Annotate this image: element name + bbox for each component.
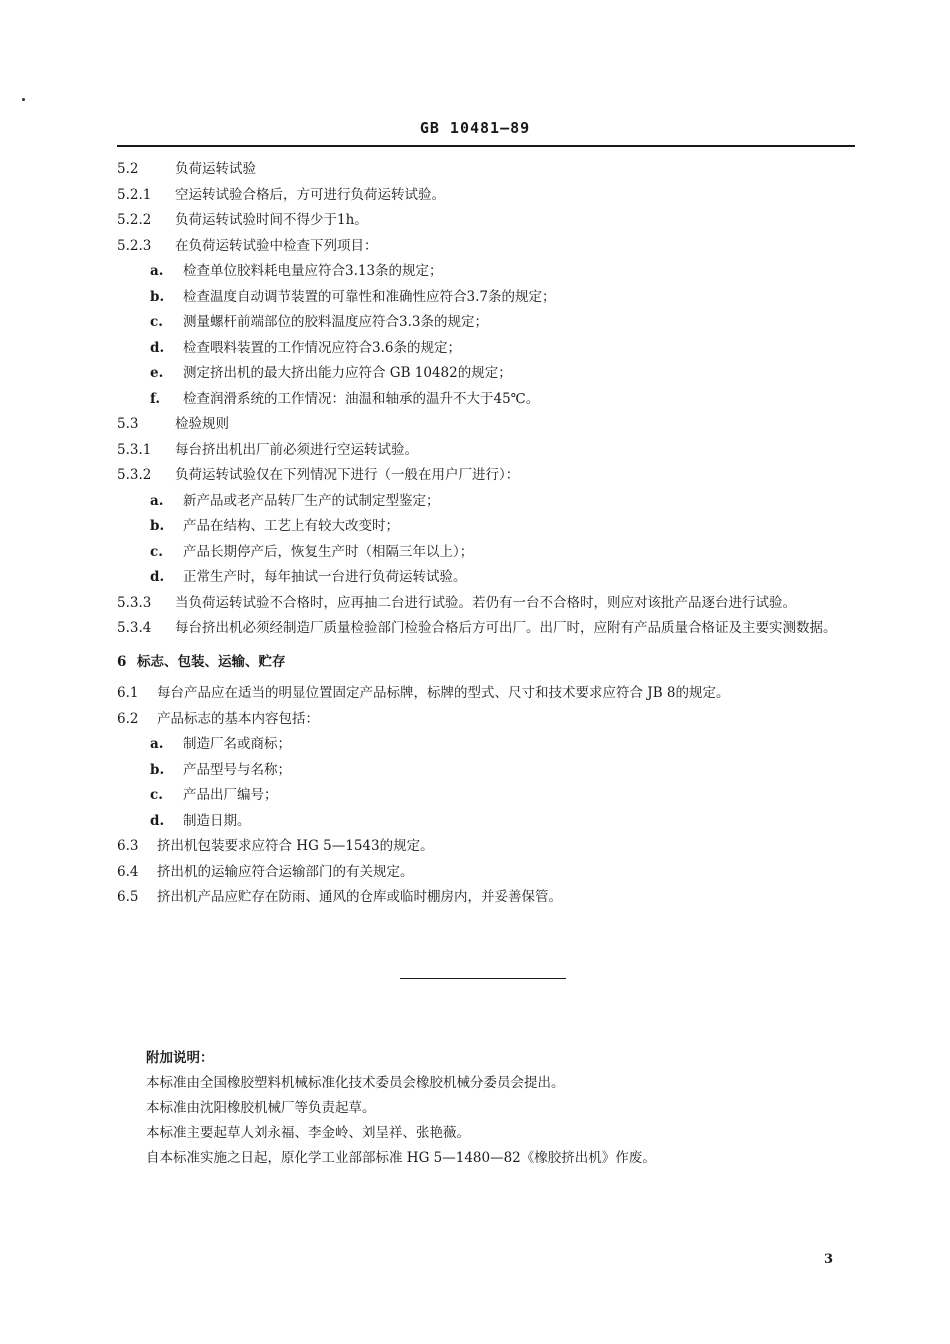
clause-6-3: 6.3 挤出机包装要求应符合 HG 5—1543的规定。 <box>117 838 434 854</box>
notes-line: 自本标准实施之日起，原化学工业部部标准 HG 5—1480—82《橡胶挤出机》作废。 <box>146 1150 656 1166</box>
clause-5-2-1: 5.2.1 空运转试验合格后，方可进行负荷运转试验。 <box>117 186 445 203</box>
list-item: c. 测量螺杆前端部位的胶料温度应符合3.3条的规定； <box>150 314 488 330</box>
list-item: a. 新产品或老产品转厂生产的试制定型鉴定； <box>150 492 440 509</box>
list-item: a. 检查单位胶料耗电量应符合3.13条的规定； <box>150 263 443 279</box>
additional-notes <box>146 1046 846 1171</box>
clause-6-5: 6.5 挤出机产品应贮存在防雨、通风的仓库或临时棚房内，并妥善保管。 <box>117 889 562 905</box>
list-item: f. 检查润滑系统的工作情况：油温和轴承的温升不大于45℃。 <box>150 390 540 407</box>
list-item: e. 测定挤出机的最大挤出能力应符合 GB 10482的规定； <box>150 365 512 381</box>
notes-line: 本标准由全国橡胶塑料机械标准化技术委员会橡胶机械分委员会提出。 <box>146 1075 565 1091</box>
list-item: c. 产品出厂编号； <box>150 787 278 803</box>
clause-6-2: 6.2 产品标志的基本内容包括： <box>117 710 319 727</box>
header-rule <box>117 145 855 147</box>
scan-speck <box>22 98 25 101</box>
clause-6-1: 6.1 每台产品应在适当的明显位置固定产品标牌，标牌的型式、尺寸和技术要求应符合 JB 8的规定。 <box>117 685 730 701</box>
clause-6-4: 6.4 挤出机的运输应符合运输部门的有关规定。 <box>117 863 414 880</box>
list-item: d. 制造日期。 <box>150 812 251 829</box>
clause-5-2: 5.2 负荷运转试验 <box>117 161 256 177</box>
list-item: b. 产品型号与名称； <box>150 761 291 778</box>
list-item: d. 正常生产时，每年抽试一台进行负荷运转试验。 <box>150 569 467 585</box>
clause-5-3-1: 5.3.1 每台挤出机出厂前必须进行空运转试验。 <box>117 441 418 458</box>
clause-5-2-2: 5.2.2 负荷运转试验时间不得少于1h。 <box>117 212 368 228</box>
end-divider <box>400 978 566 979</box>
list-item: d. 检查喂料装置的工作情况应符合3.6条的规定； <box>150 339 461 356</box>
page-header <box>0 119 950 137</box>
clause-5-3: 5.3 检验规则 <box>117 416 229 432</box>
notes-line: 本标准主要起草人刘永福、李金岭、刘呈祥、张艳薇。 <box>146 1125 470 1141</box>
section-6-heading: 6 标志、包装、运输、贮存 <box>117 653 286 670</box>
notes-line: 本标准由沈阳橡胶机械厂等负责起草。 <box>146 1100 376 1116</box>
standard-code: GB 10481—89 <box>419 119 531 137</box>
notes-title: 附加说明： <box>146 1050 214 1066</box>
clause-5-3-2: 5.3.2 负荷运转试验仅在下列情况下进行（一般在用户厂进行）： <box>117 467 520 483</box>
list-item: c. 产品长期停产后，恢复生产时（相隔三年以上）； <box>150 543 474 560</box>
list-item: b. 产品在结构、工艺上有较大改变时； <box>150 518 399 534</box>
clause-5-3-3: 5.3.3 当负荷运转试验不合格时，应再抽二台进行试验。若仍有一台不合格时，则应对该批产品逐台进行试验。 <box>117 594 796 611</box>
page-number: 3 <box>824 1252 834 1267</box>
clause-5-2-3: 5.2.3 在负荷运转试验中检查下列项目： <box>117 237 378 254</box>
list-item: a. 制造厂名或商标； <box>150 736 291 752</box>
list-item: b. 检查温度自动调节装置的可靠性和准确性应符合3.7条的规定； <box>150 288 556 305</box>
clause-5-3-4: 5.3.4 每台挤出机必须经制造厂质量检验部门检验合格后方可出厂。出厂时，应附有产品质量合格证及主要实测数据。 <box>117 620 837 636</box>
document-body <box>117 157 855 911</box>
